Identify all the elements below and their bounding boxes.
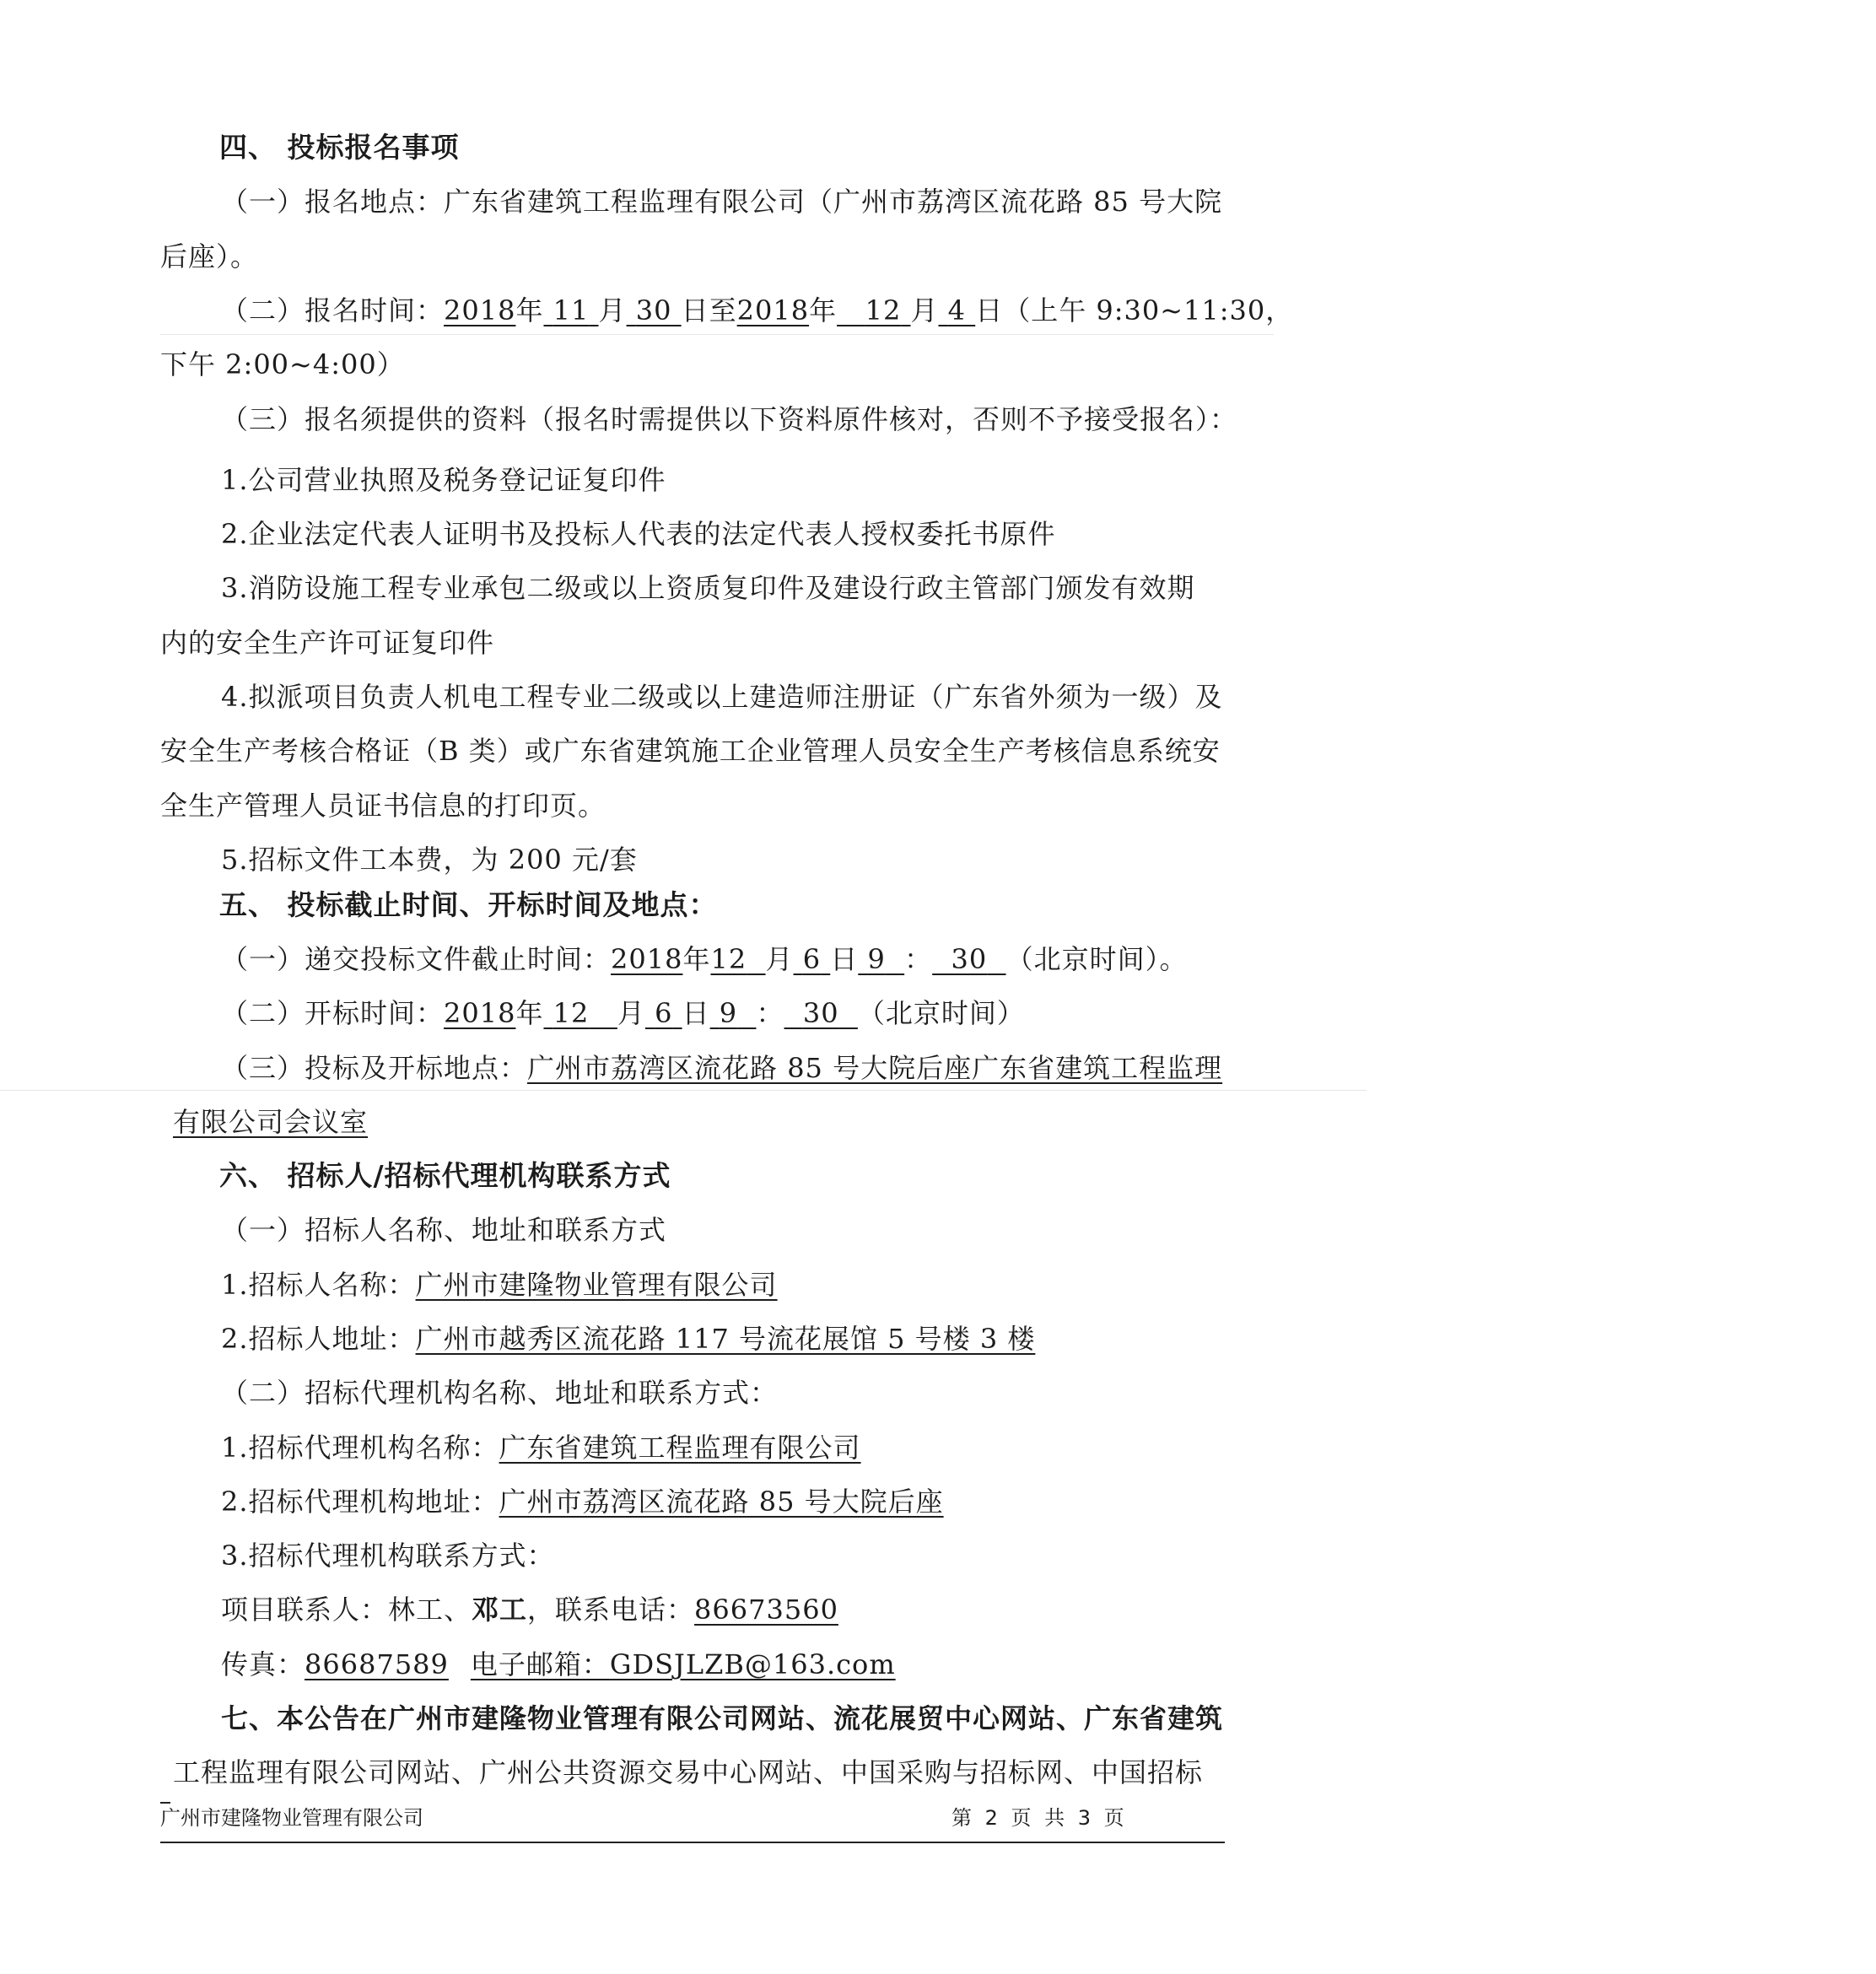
agency-name-label: 1.招标代理机构名称： <box>221 1432 499 1464</box>
deadline-day <box>794 943 831 975</box>
hours-text: 日（上午 9:30~11:30， <box>975 294 1294 326</box>
day-char: 日 <box>682 997 710 1029</box>
month-char: 月 <box>910 294 939 326</box>
section-7-line1 <box>221 1702 1223 1735</box>
scan-artifact-line <box>0 1090 1367 1091</box>
deadline-line <box>221 942 1188 976</box>
tenderer-address-line <box>221 1322 1035 1356</box>
month-char: 月 <box>598 294 627 326</box>
deadline-hour-value: 9 <box>867 943 886 975</box>
deadline-month <box>710 943 765 975</box>
end-day <box>939 294 976 326</box>
contact-person-label: 项目联系人：林工、 <box>221 1594 472 1626</box>
to-char: 日至 <box>681 294 737 326</box>
footer-rule <box>160 1842 1225 1843</box>
opening-month-value: 12 <box>553 997 590 1029</box>
month-char: 月 <box>617 997 645 1029</box>
document-item-5: 5.招标文件工本费，为 200 元/套 <box>221 844 638 876</box>
opening-location-label: （三）投标及开标地点： <box>221 1052 528 1084</box>
end-month-value: 12 <box>865 294 902 326</box>
document-item-4-line1: 4.拟派项目负责人机电工程专业二级或以上建造师注册证（广东省外须为一级）及 <box>221 681 1223 713</box>
scan-artifact-line <box>160 334 1274 335</box>
registration-location-line2: 后座）。 <box>160 240 259 272</box>
end-year: 2018 <box>736 294 810 326</box>
opening-location-line2: 有限公司会议室 <box>173 1106 369 1138</box>
deadline-day-value: 6 <box>802 943 822 975</box>
document-item-4-line3: 全生产管理人员证书信息的打印页。 <box>160 790 606 822</box>
tenderer-address-value: 广州市越秀区流花路 117 号流花展馆 5 号楼 3 楼 <box>415 1323 1036 1355</box>
agency-contact-intro: 3.招标代理机构联系方式： <box>221 1540 555 1572</box>
agency-address-value: 广州市荔湾区流花路 85 号大院后座 <box>499 1486 944 1518</box>
document-item-3-line2: 内的安全生产许可证复印件 <box>160 627 495 659</box>
registration-time-label: （二）报名时间： <box>221 294 445 326</box>
start-day-value: 30 <box>635 294 672 326</box>
agency-address-line <box>221 1485 944 1518</box>
footer-mark <box>160 1802 170 1804</box>
opening-day-value: 6 <box>655 997 673 1029</box>
section-6-heading: 六、 招标人/招标代理机构联系方式 <box>219 1159 671 1192</box>
year-char: 年 <box>809 294 838 326</box>
end-day-value: 4 <box>947 294 967 326</box>
opening-month <box>543 997 617 1029</box>
colon-char: ： <box>756 997 784 1029</box>
opening-hour <box>710 997 757 1029</box>
required-documents-intro: （三）报名须提供的资料（报名时需提供以下资料原件核对，否则不予接受报名）： <box>221 403 1238 435</box>
fax-email-line <box>221 1648 896 1681</box>
start-year: 2018 <box>444 294 516 326</box>
email-label: 电子邮箱： <box>470 1648 610 1680</box>
opening-day <box>645 997 682 1029</box>
timezone-note: （北京时间） <box>857 997 1025 1029</box>
deadline-year: 2018 <box>611 943 683 975</box>
fax-label: 传真： <box>221 1648 305 1680</box>
fax-value: 86687589 <box>305 1648 449 1680</box>
colon-char: ： <box>904 943 933 975</box>
start-day <box>627 294 682 326</box>
agency-name-value: 广东省建筑工程监理有限公司 <box>499 1432 861 1464</box>
tenderer-info-intro: （一）招标人名称、地址和联系方式 <box>221 1214 667 1246</box>
year-char: 年 <box>682 943 711 975</box>
agency-name-line <box>221 1431 861 1464</box>
agency-address-label: 2.招标代理机构地址： <box>221 1486 499 1518</box>
year-char: 年 <box>515 294 544 326</box>
section-4-heading: 四、 投标报名事项 <box>219 131 460 164</box>
document-item-1: 1.公司营业执照及税务登记证复印件 <box>221 464 666 496</box>
contact-person-line <box>221 1593 838 1626</box>
email-value: GDSJLZB@163.com <box>609 1648 896 1680</box>
tenderer-name-value: 广州市建隆物业管理有限公司 <box>415 1269 778 1301</box>
opening-location-line1 <box>221 1051 1222 1085</box>
agency-info-intro: （二）招标代理机构名称、地址和联系方式： <box>221 1377 779 1409</box>
section-7-text: 七、本公告在广州市建隆物业管理有限公司网站、流花展贸中心网站、广东省建筑 <box>221 1702 1224 1734</box>
tenderer-name-line <box>221 1268 778 1302</box>
contact-person-bold: 邓工 <box>472 1594 528 1626</box>
year-char: 年 <box>515 997 544 1029</box>
end-month <box>837 294 910 326</box>
section-5-heading: 五、 投标截止时间、开标时间及地点： <box>219 888 718 921</box>
start-month-value: 11 <box>553 294 590 326</box>
document-item-2: 2.企业法定代表人证明书及投标人代表的法定代表人授权委托书原件 <box>221 518 1056 550</box>
deadline-hour <box>858 943 904 975</box>
timezone-note: （北京时间）。 <box>1005 943 1188 975</box>
deadline-month-value: 12 <box>710 943 747 975</box>
tenderer-name-label: 1.招标人名称： <box>221 1269 416 1301</box>
deadline-minute <box>932 943 1005 975</box>
footer-page-number: 第 2 页 共 3 页 <box>951 1806 1128 1830</box>
deadline-label: （一）递交投标文件截止时间： <box>221 943 612 975</box>
opening-minute-value: 30 <box>802 997 839 1029</box>
phone-label: ，联系电话： <box>527 1594 695 1626</box>
opening-time-label: （二）开标时间： <box>221 997 445 1029</box>
opening-year: 2018 <box>444 997 516 1029</box>
month-char: 月 <box>765 943 794 975</box>
opening-time-line <box>221 996 1025 1030</box>
deadline-minute-value: 30 <box>951 943 988 975</box>
start-month <box>543 294 598 326</box>
document-item-4-line2: 安全生产考核合格证（B 类）或广东省建筑施工企业管理人员安全生产考核信息系统安 <box>160 735 1221 767</box>
registration-time-line2: 下午 2:00~4:00） <box>160 348 405 380</box>
phone-value: 86673560 <box>694 1594 838 1626</box>
opening-hour-value: 9 <box>719 997 738 1029</box>
document-item-3-line1: 3.消防设施工程专业承包二级或以上资质复印件及建设行政主管部门颁发有效期 <box>221 572 1195 604</box>
opening-minute <box>784 997 858 1029</box>
day-char: 日 <box>830 943 859 975</box>
tenderer-address-label: 2.招标人地址： <box>221 1323 416 1355</box>
section-7-line2: 工程监理有限公司网站、广州公共资源交易中心网站、中国采购与招标网、中国招标 <box>173 1756 1204 1788</box>
opening-location-value: 广州市荔湾区流花路 85 号大院后座广东省建筑工程监理 <box>527 1052 1223 1084</box>
footer-company: 广州市建隆物业管理有限公司 <box>160 1806 423 1830</box>
registration-location-line1: （一）报名地点：广东省建筑工程监理有限公司（广州市荔湾区流花路 85 号大院 <box>221 186 1223 218</box>
registration-time-line1 <box>221 294 1293 327</box>
